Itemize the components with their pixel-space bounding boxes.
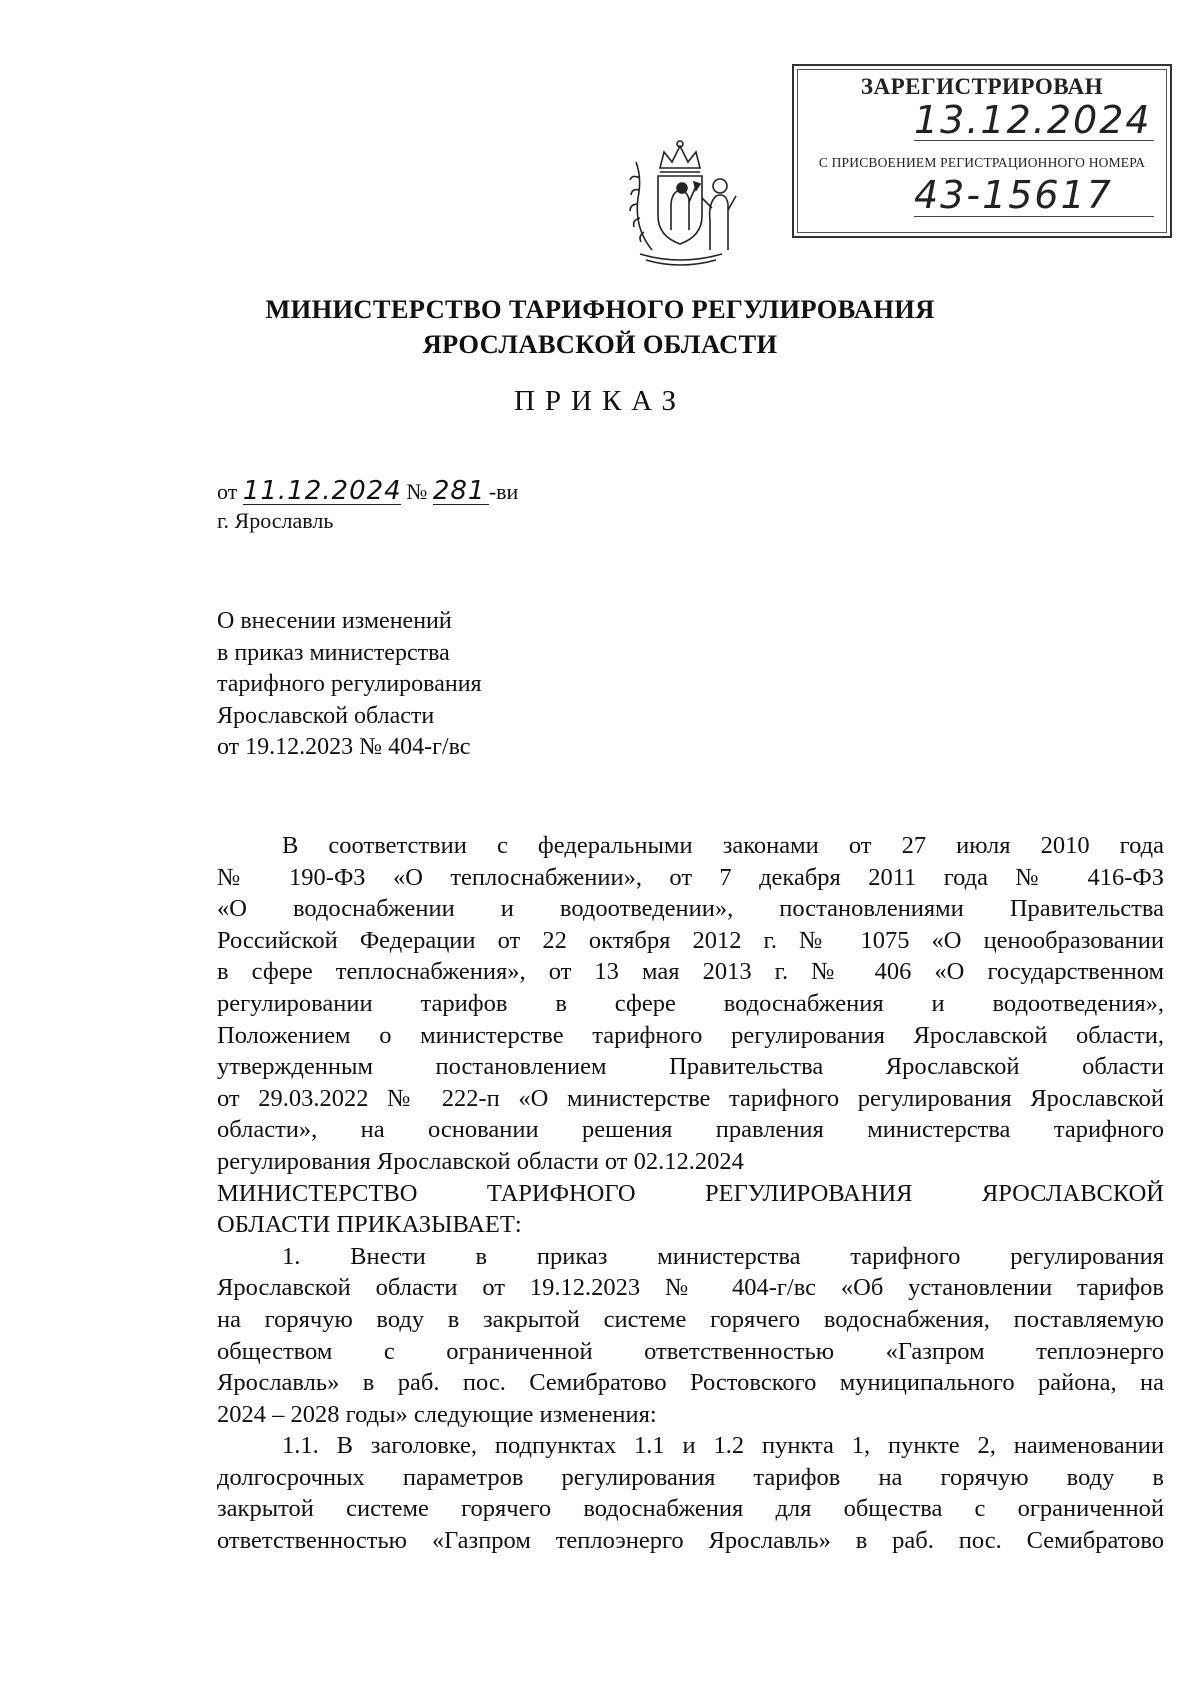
item-1-line: Ярославль» в раб. пос. Семибратово Ростовского муниципального района, на — [217, 1369, 1164, 1397]
order-number: 281 — [433, 478, 489, 505]
stamp-registration-date: 13.12.2024 — [914, 100, 1154, 141]
preamble-line: утвержденным постановлением Правительства Ярославской области — [217, 1053, 1164, 1081]
preamble-line: № 190-ФЗ «О теплоснабжении», от 7 декабря 2011 года № 416-ФЗ — [217, 863, 1164, 891]
item-1-line: 1. Внести в приказ министерства тарифного регулирования — [282, 1242, 1164, 1270]
item-1-1-line: долгосрочных параметров регулирования тарифов на горячую воду в — [217, 1463, 1164, 1491]
item-1-line: на горячую воду в закрытой системе горячего водоснабжения, поставляемую — [217, 1305, 1164, 1333]
stamp-caption: С ПРИСВОЕНИЕМ РЕГИСТРАЦИОННОГО НОМЕРА — [818, 155, 1146, 170]
order-phrase — [217, 1178, 1164, 1241]
item-1-line: Ярославской области от 19.12.2023 № 404-г/вс «Об установлении тарифов — [217, 1274, 1164, 1302]
preamble-paragraph — [217, 830, 1164, 1178]
order-number-label: № — [406, 479, 428, 504]
preamble-line: Российской Федерации от 22 октября 2012 г. № 1075 «О ценообразовании — [217, 926, 1164, 954]
preamble-line: области», на основании решения правления министерства тарифного — [217, 1116, 1164, 1144]
subject-line: тарифного регулирования — [217, 671, 482, 697]
ministry-name-line2: ЯРОСЛАВСКОЙ ОБЛАСТИ — [422, 329, 778, 359]
ministry-name-line1: МИНИСТЕРСТВО ТАРИФНОГО РЕГУЛИРОВАНИЯ — [265, 294, 935, 324]
order-number-suffix: -ви — [488, 479, 519, 504]
stamp-registration-number: 43-15617 — [914, 174, 1154, 217]
subject-line: от 19.12.2023 № 404-г/вс — [217, 734, 471, 760]
order-date-line — [217, 478, 518, 506]
item-1-line: 2024 – 2028 годы» следующие изменения: — [217, 1400, 657, 1428]
item-1-paragraph — [217, 1241, 1164, 1431]
preamble-line: регулирования Ярославской области от 02.12.2024 — [217, 1147, 744, 1175]
item-1-line: обществом с ограниченной ответственностью «Газпром теплоэнерго — [217, 1337, 1164, 1365]
preamble-line: «О водоснабжении и водоотведении», постановлениями Правительства — [217, 895, 1164, 923]
subject-line: в приказ министерства — [217, 639, 450, 666]
order-date: 11.12.2024 — [242, 476, 402, 506]
stamp-title: ЗАРЕГИСТРИРОВАН — [860, 74, 1104, 99]
order-phrase-line: МИНИСТЕРСТВО ТАРИФНОГО РЕГУЛИРОВАНИЯ ЯРОСЛАВСКОЙ — [217, 1179, 1164, 1207]
order-from-label: от — [217, 479, 238, 504]
preamble-line: регулировании тарифов в сфере водоснабжения и водоотведения», — [217, 989, 1164, 1017]
item-1-1-line: закрытой системе горячего водоснабжения для общества с ограниченной — [217, 1495, 1164, 1523]
preamble-line: от 29.03.2022 № 222-п «О министерстве тарифного регулирования Ярославской — [217, 1084, 1164, 1112]
document-type-title: ПРИКАЗ — [513, 385, 687, 417]
preamble-line: в сфере теплоснабжения», от 13 мая 2013 г. № 406 «О государственном — [217, 958, 1164, 986]
coat-of-arms-icon — [616, 138, 744, 268]
item-1-1-line: ответственностью «Газпром теплоэнерго Ярославль» в раб. пос. Семибратово — [217, 1527, 1164, 1555]
preamble-line: Положением о министерстве тарифного регулирования Ярославской области, — [217, 1021, 1164, 1049]
subject-line: Ярославской области — [217, 702, 435, 729]
item-1-1-line: 1.1. В заголовке, подпунктах 1.1 и 1.2 пункта 1, пункте 2, наименовании — [282, 1432, 1164, 1460]
order-body — [217, 830, 1164, 1557]
order-city: г. Ярославль — [217, 508, 334, 533]
subject-line: О внесении изменений — [217, 608, 452, 634]
order-subject — [217, 606, 482, 764]
registration-stamp — [792, 64, 1172, 238]
order-phrase-line: ОБЛАСТИ ПРИКАЗЫВАЕТ: — [217, 1211, 522, 1239]
item-1-1-paragraph — [217, 1430, 1164, 1556]
preamble-line: В соответствии с федеральными законами от 27 июля 2010 года — [282, 832, 1164, 859]
